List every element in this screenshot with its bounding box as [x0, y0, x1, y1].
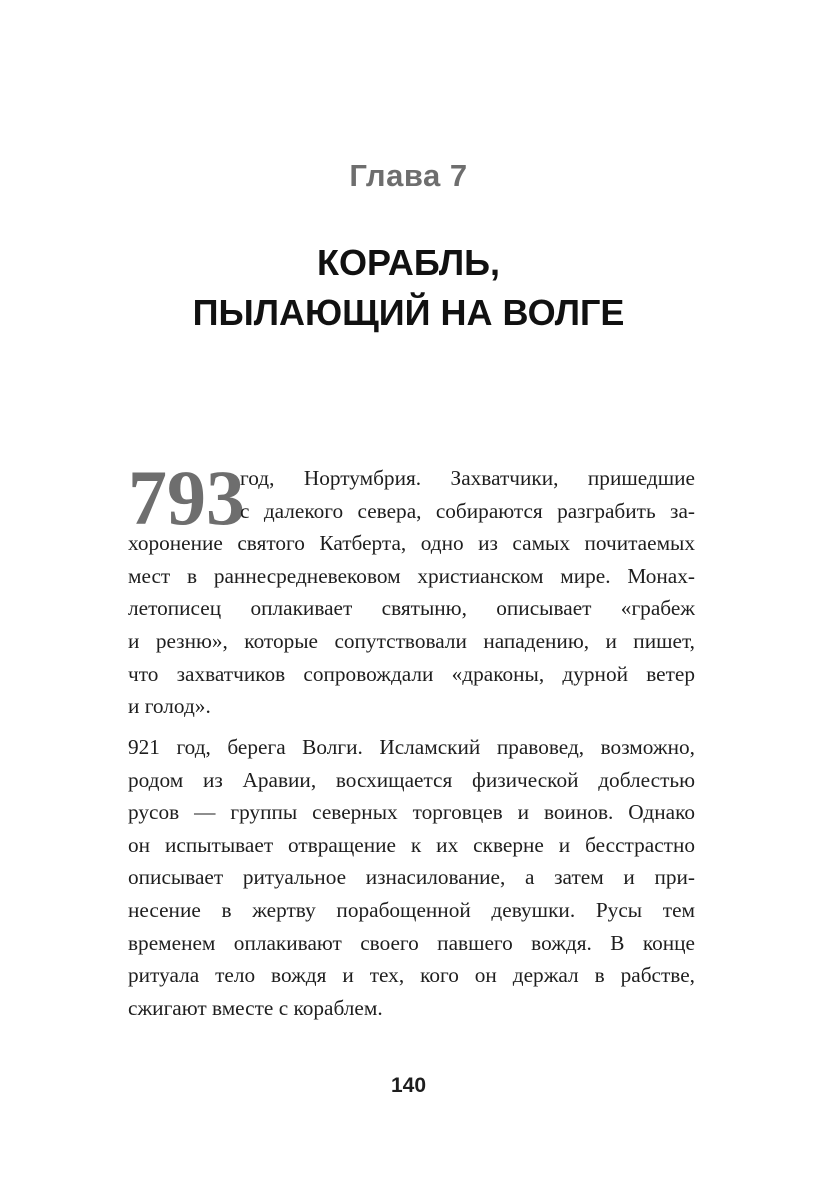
paragraph-2	[128, 731, 695, 1024]
text-line: и резню», которые сопутствовали нападению, и пишет,	[128, 628, 695, 653]
text-line: он испытывает отвращение к их скверне и бесстрастно	[128, 832, 695, 857]
text-line: 921 год, берега Волги. Исламский правовед, возможно,	[128, 735, 695, 759]
text-line: ритуала тело вождя и тех, кого он держал в рабстве,	[128, 963, 695, 988]
text-line: русов — группы северных торговцев и воинов. Однако	[128, 800, 695, 825]
drop-cap-number: 793	[128, 454, 245, 541]
text-line: что захватчиков сопровождали «драконы, дурной ветер	[128, 661, 695, 686]
text-line: родом из Аравии, восхищается физической доблестью	[128, 767, 695, 792]
chapter-label: Глава 7	[349, 158, 468, 193]
text-line: хоронение святого Катберта, одно из самых почитаемых	[128, 531, 695, 556]
page-number: 140	[390, 1074, 427, 1097]
text-line: и голод».	[128, 694, 211, 719]
text-line: с далекого севера, собираются разграбить за-	[240, 498, 695, 523]
text-line: мест в раннесредневековом христианском мире. Монах-	[128, 563, 695, 588]
text-line: летописец оплакивает святыню, описывает «грабеж	[128, 596, 695, 621]
paragraph-1	[128, 462, 695, 723]
text-line: несение в жертву порабощенной девушки. Русы тем	[128, 897, 695, 922]
text-line: описывает ритуальное изнасилование, а затем и при-	[128, 865, 695, 890]
text-line: временем оплакивают своего павшего вождя. В конце	[128, 930, 695, 955]
chapter-title	[0, 238, 817, 338]
chapter-title-line: КОРАБЛЬ,	[317, 242, 500, 283]
text-line: год, Нортумбрия. Захватчики, пришедшие	[240, 466, 695, 490]
chapter-title-line: ПЫЛАЮЩИЙ НА ВОЛГЕ	[192, 292, 625, 333]
text-line: сжигают вместе с кораблем.	[128, 995, 383, 1020]
